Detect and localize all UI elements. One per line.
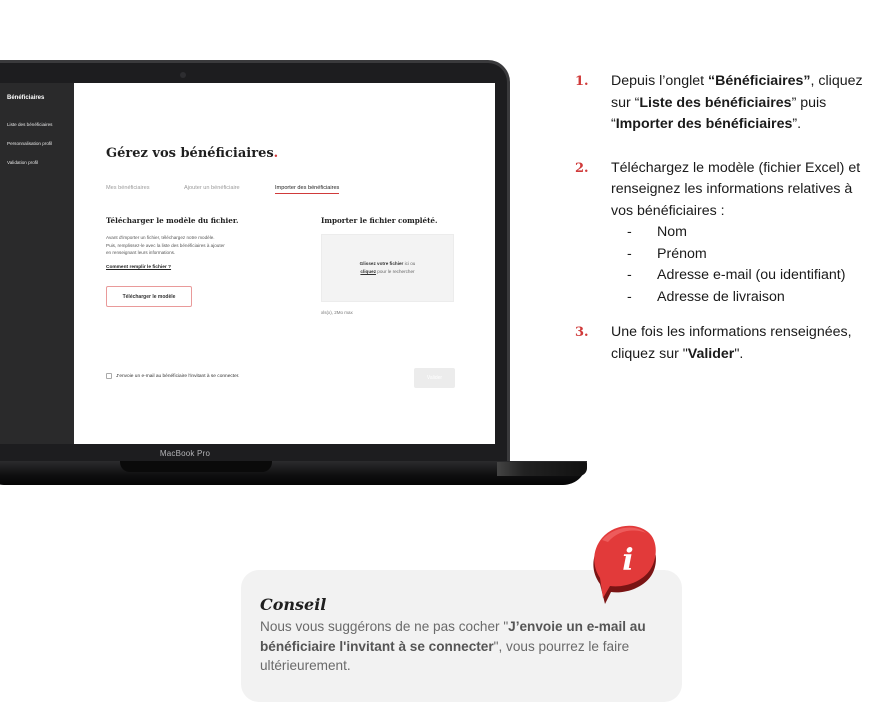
tab-mes-beneficiaires[interactable]: Mes bénéficiaires <box>106 185 150 191</box>
page-title-text: Gérez vos bénéficiaires <box>106 146 274 161</box>
step-number: 2. <box>575 160 589 176</box>
accepted-formats: xls(x), 2Mo max <box>321 310 353 315</box>
step-3-bold: Valider <box>687 345 735 362</box>
step-number: 3. <box>575 325 589 340</box>
download-desc-line-1: Avant d'importer un fichier, téléchargez notre modèle. <box>106 235 215 240</box>
step-2 <box>575 158 871 309</box>
download-desc-line-2: Puis, remplissez-le avec la liste des bénéficiaires à ajouter <box>106 242 225 248</box>
dropzone-mid-text: ici ou <box>403 261 416 266</box>
step-1-text: Depuis l’onglet <box>611 73 709 89</box>
download-description <box>106 234 286 257</box>
step-1 <box>575 71 871 136</box>
sidebar-item-personnalisation-profil[interactable]: Personnalisation profil <box>7 141 53 146</box>
laptop-base-notch <box>120 461 272 472</box>
step-1-bold: Importer des bénéficiaires <box>615 116 793 132</box>
import-section-title: Importer le fichier complété. <box>321 216 438 225</box>
validate-button[interactable]: Valider <box>414 368 455 388</box>
file-dropzone[interactable] <box>321 234 454 302</box>
sidebar-item-validation-profil[interactable]: Validation profil <box>7 160 39 165</box>
invite-email-option[interactable] <box>106 373 239 379</box>
tip-title: Conseil <box>260 595 327 614</box>
sidebar-title[interactable]: Bénéficiaires <box>7 95 45 101</box>
step-1-text: , cliquez sur “ <box>611 73 863 111</box>
download-desc-line-3: en renseignant leurs informations. <box>106 250 176 256</box>
help-link[interactable]: Comment remplir le fichier ? <box>106 265 172 270</box>
list-item: - Adresse e-mail (ou identifiant) <box>627 265 871 287</box>
dropzone-line-2 <box>360 268 414 276</box>
tip-text-part: Nous vous suggérons de ne pas cocher " <box>260 619 509 634</box>
step-1-bold: “Bénéficiaires” <box>708 73 811 89</box>
laptop-camera <box>180 72 186 78</box>
page-title <box>106 146 278 161</box>
laptop-brand-label: MacBook Pro <box>159 449 211 458</box>
dropzone-browse-link[interactable]: cliquez <box>360 269 376 274</box>
invite-email-checkbox[interactable] <box>106 373 112 379</box>
step-3-text: ". <box>734 345 744 362</box>
app-sidebar <box>0 83 74 444</box>
invite-email-label[interactable]: J'envoie un e-mail au bénéficiaire l'invitant à se connecter. <box>116 373 240 379</box>
main-content <box>74 83 495 444</box>
step-number: 1. <box>575 74 589 89</box>
step-2-text: Téléchargez le modèle (fichier Excel) et renseignez les informations relatives à vos bénéficiaires : <box>611 159 861 219</box>
dropzone-bold-text: Glissez votre fichier <box>359 261 404 266</box>
tab-importer-beneficiaires[interactable]: Importer des bénéficiaires <box>275 185 339 194</box>
tip-text-part: ", vous pourrez le faire ultérieurement. <box>260 638 630 673</box>
step-3-text: Une fois les informations renseignées, cliquez sur " <box>611 324 852 362</box>
tip-text-bold: J’envoie un e-mail au bénéficiaire l'invitant à se connecter <box>260 619 646 654</box>
dropzone-line-1 <box>360 260 416 268</box>
info-icon-letter: i <box>622 543 634 578</box>
download-template-button[interactable]: Télécharger le modèle <box>106 286 192 307</box>
step-1-bold: Liste des bénéficiaires <box>639 94 792 111</box>
instruction-steps <box>575 71 871 365</box>
sidebar-item-liste-beneficiaires[interactable]: Liste des bénéficiaires <box>7 122 53 127</box>
required-fields-list <box>627 222 871 308</box>
list-item: - Nom <box>627 222 871 244</box>
step-1-text: ” puis “ <box>611 94 827 132</box>
tab-ajouter-beneficiaire[interactable]: Ajouter un bénéficiaire <box>184 185 240 191</box>
download-section-title: Télécharger le modèle du fichier. <box>106 216 239 225</box>
step-3 <box>575 322 871 365</box>
laptop-screen <box>0 83 495 444</box>
tip-text <box>260 617 670 676</box>
laptop-base-edge <box>497 462 587 476</box>
step-1-text: ”. <box>792 116 802 132</box>
list-item: - Adresse de livraison <box>627 287 871 309</box>
page-title-dot: . <box>273 146 279 161</box>
dropzone-end-text: pour le rechercher <box>376 269 415 274</box>
list-item: - Prénom <box>627 244 871 266</box>
info-icon <box>588 520 660 606</box>
